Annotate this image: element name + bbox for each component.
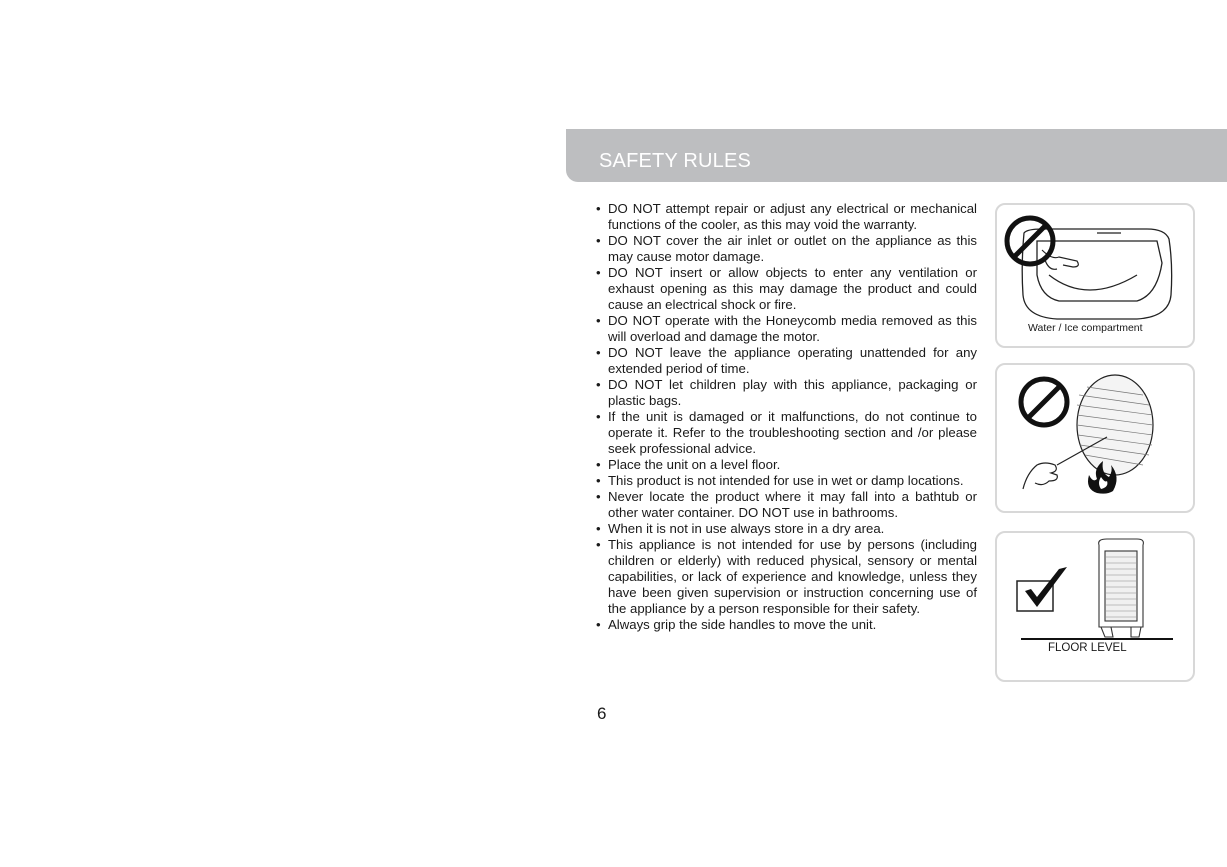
rule-text: DO NOT attempt repair or adjust any electrical or mechanical functions of the cooler, as this may void the warranty.: [608, 201, 977, 232]
rule-item: [596, 233, 977, 265]
rule-text: DO NOT let children play with this appliance, packaging or plastic bags.: [608, 377, 977, 408]
rule-item: [596, 489, 977, 521]
page-number: 6: [597, 704, 607, 723]
rule-item: [596, 201, 977, 233]
section-header-bar: [566, 129, 1227, 182]
rule-text: DO NOT insert or allow objects to enter any ventilation or exhaust opening as this may damage the product and could cause an electrical shock or fire.: [608, 265, 977, 312]
rule-text: If the unit is damaged or it malfunctions, do not continue to operate it. Refer to the troubleshooting section and /or please seek professional advice.: [608, 409, 977, 456]
rule-item: [596, 377, 977, 409]
rule-text: This product is not intended for use in wet or damp locations.: [608, 473, 964, 488]
floor-caption: FLOOR LEVEL: [1048, 642, 1127, 654]
rule-text: This appliance is not intended for use by persons (including children or elderly) with reduced physical, sensory or mental capabilities, or lack of experience and knowledge, unless they have been given supervision or instruction concerning use of the appliance by a person responsible for their safety.: [608, 537, 977, 616]
bullet-icon: •: [596, 489, 601, 504]
rule-text: DO NOT leave the appliance operating unattended for any extended period of time.: [608, 345, 977, 376]
bullet-icon: •: [596, 409, 601, 424]
rule-text: When it is not in use always store in a dry area.: [608, 521, 885, 536]
bullet-icon: •: [596, 377, 601, 392]
rule-item: [596, 537, 977, 617]
honeycomb-filter-icon: [1077, 375, 1153, 475]
rule-text: Place the unit on a level floor.: [608, 457, 781, 472]
checkmark-icon: [1017, 567, 1067, 611]
bullet-icon: •: [596, 201, 601, 216]
rule-text: DO NOT operate with the Honeycomb media removed as this will overload and damage the motor.: [608, 313, 977, 344]
bullet-icon: •: [596, 537, 601, 552]
rule-item: [596, 265, 977, 313]
bullet-icon: •: [596, 617, 601, 632]
rule-item: [596, 345, 977, 377]
prohibition-icon: [1021, 379, 1067, 425]
cooler-unit-icon: [1099, 539, 1144, 637]
rule-text: DO NOT cover the air inlet or outlet on the appliance as this may cause motor damage.: [608, 233, 977, 264]
rule-item: [596, 409, 977, 457]
bullet-icon: •: [596, 473, 601, 488]
bullet-icon: •: [596, 457, 601, 472]
illustration-no-objects: [995, 363, 1195, 513]
bullet-icon: •: [596, 313, 601, 328]
bullet-icon: •: [596, 233, 601, 248]
water-caption: Water / Ice compartment: [1028, 322, 1143, 334]
rule-item: [596, 617, 977, 633]
illustration-water-compartment: [995, 203, 1195, 348]
rule-text: Always grip the side handles to move the unit.: [608, 617, 877, 632]
rule-item: [596, 457, 977, 473]
illustration-floor-level: [995, 531, 1195, 682]
water-tank-icon: [1022, 229, 1171, 319]
rule-item: [596, 521, 977, 537]
bullet-icon: •: [596, 345, 601, 360]
rule-text: Never locate the product where it may fall into a bathtub or other water container. DO NOT use in bathrooms.: [608, 489, 977, 520]
bullet-icon: •: [596, 265, 601, 280]
rule-item: [596, 473, 977, 489]
safety-rules-list: [596, 201, 977, 633]
bullet-icon: •: [596, 521, 601, 536]
rule-item: [596, 313, 977, 345]
section-title: SAFETY RULES: [599, 150, 752, 172]
